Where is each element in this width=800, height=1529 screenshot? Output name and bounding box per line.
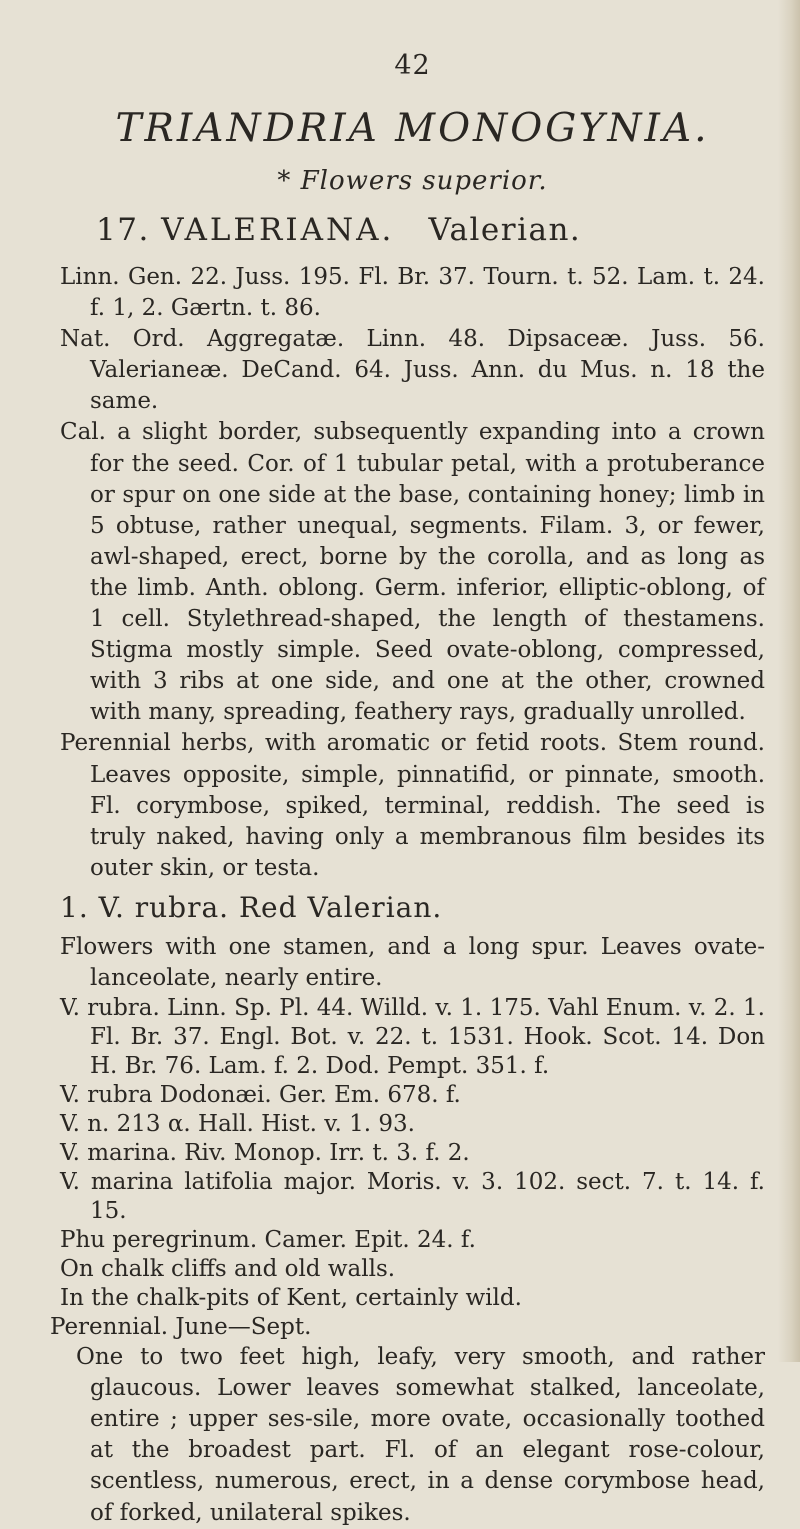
page-number: 42: [394, 50, 431, 81]
synonym-item: Phu peregrinum. Camer. Epit. 24. f.: [60, 1227, 476, 1254]
page-edge-shadow: [778, 0, 800, 1362]
subheading: * Flowers superior.: [277, 166, 548, 196]
genus-number: 17.: [96, 212, 150, 248]
genus-common-name: Valerian.: [428, 212, 582, 248]
synonym-item: V. marina latifolia major. Moris. v. 3. 102. sect. 7. t. 14. f. 15.: [60, 1169, 765, 1225]
season-line: Perennial. June—Sept.: [50, 1314, 312, 1341]
species-heading: 1. V. rubra. Red Valerian.: [60, 890, 443, 924]
genus-references: Linn. Gen. 22. Juss. 195. Fl. Br. 37. Tourn. t. 52. Lam. t. 24. f. 1, 2. Gærtn. t. 86.: [60, 264, 765, 322]
habitat-line: On chalk cliffs and old walls.: [60, 1256, 396, 1283]
synonym-item: V. rubra. Linn. Sp. Pl. 44. Willd. v. 1. 175. Vahl Enum. v. 2. 1. Fl. Br. 37. Engl. Bot. v. 22. t. 1531. Hook. Scot. 14. Don H. Br. 76. Lam. f. 2. Dod. Pempt. 351. f.: [60, 995, 765, 1080]
synonym-item: V. rubra Dodonæi. Ger. Em. 678. f.: [60, 1082, 461, 1109]
habitat-line: In the chalk-pits of Kent, certainly wild.: [60, 1285, 522, 1312]
genus-name: VALERIANA.: [161, 212, 395, 248]
species-diagnosis: Flowers with one stamen, and a long spur. Leaves ovate-lanceolate, nearly entire.: [60, 933, 765, 991]
natural-order: Nat. Ord. Aggregatæ. Linn. 48. Dipsaceæ. Juss. 56. Valerianeæ. DeCand. 64. Juss. Ann. du Mus. n. 18 the same.: [60, 326, 765, 415]
running-header: TRIANDRIA MONOGYNIA.: [115, 106, 710, 151]
species-description: One to two feet high, leafy, very smooth, and rather glaucous. Lower leaves somewhat stalked, lanceolate, entire ; upper ses-sile, more ovate, occasionally toothed at the broadest part. Fl. of an elegant rose-colour, scentless, numerous, erect, in a dense corymbose head, of forked, unilateral spikes.: [76, 1344, 765, 1526]
main-text: [50, 262, 765, 1529]
habit-description: Perennial herbs, with aromatic or fetid roots. Stem round. Leaves opposite, simple, pinnatifid, or pinnate, smooth. Fl. corymbose, spiked, terminal, reddish. The seed is truly naked, having only a membranous film besides its outer skin, or testa.: [60, 730, 765, 881]
generic-characters: Cal. a slight border, subsequently expanding into a crown for the seed. Cor. of 1 tubular petal, with a protuberance or spur on one side at the base, containing honey; limb in 5 obtuse, rather unequal, segments. Filam. 3, or fewer, awl-shaped, erect, borne by the corolla, and as long as the limb. Anth. oblong. Germ. inferior, elliptic-oblong, of 1 cell. Stylethread-shaped, the length of thestamens. Stigma mostly simple. Seed ovate-oblong, compressed, with 3 ribs at one side, and one at the other, crowned with many, spreading, feathery rays, gradually unrolled.: [60, 419, 765, 726]
genus-heading: [96, 212, 776, 248]
synonym-item: V. marina. Riv. Monop. Irr. t. 3. f. 2.: [60, 1140, 470, 1167]
synonym-list: [50, 994, 765, 1342]
synonym-item: V. n. 213 α. Hall. Hist. v. 1. 93.: [60, 1111, 415, 1138]
